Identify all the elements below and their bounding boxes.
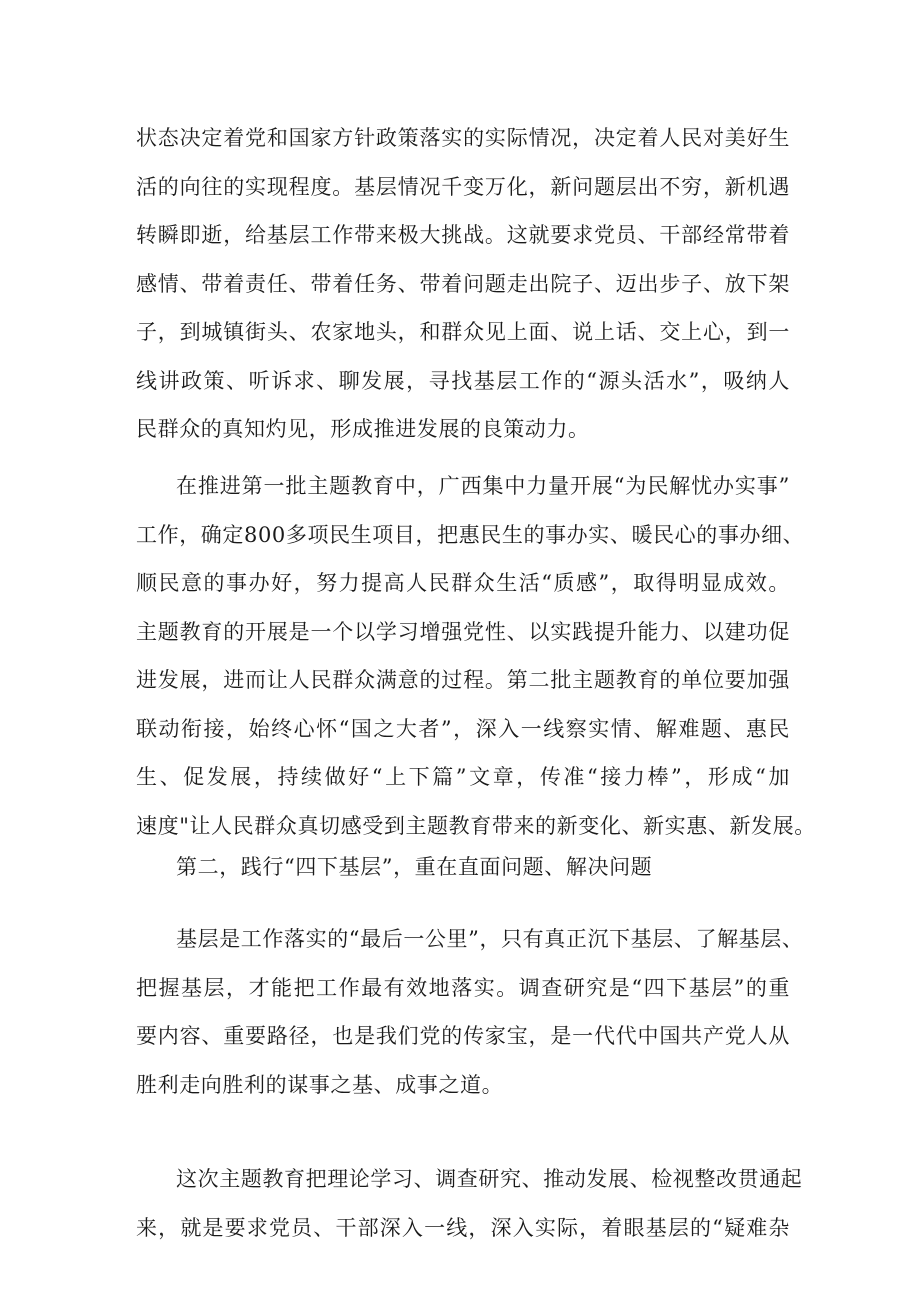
paragraph-line: 工作，确定800多项民生项目，把惠民生的事办实、暖民心的事办细、 (136, 522, 805, 547)
paragraph-2 (136, 462, 816, 892)
paragraph-line: 基层是工作落实的“最后一公里”，只有真正沉下基层、了解基层、 (176, 927, 804, 951)
paragraph-line: 主题教育的开展是一个以学习增强党性、以实践提升能力、以建功促 (136, 619, 790, 644)
paragraph-line: 线讲政策、听诉求、聊发展，寻找基层工作的“源头活水”，吸纳人 (136, 368, 790, 393)
paragraph-4 (136, 1155, 803, 1252)
paragraph-line: 在推进第一批主题教育中，广西集中力量开展“为民解忧办实事” (176, 474, 790, 498)
paragraph-line: 生、促发展，持续做好“上下篇”文章，传准“接力棒”，形成“加 (136, 765, 790, 789)
paragraph-line: 转瞬即逝，给基层工作带来极大挑战。这就要求党员、干部经常带着 (136, 223, 790, 247)
paragraph-line: 进发展，进而让人民群众满意的过程。第二批主题教育的单位要加强 (136, 668, 790, 692)
paragraph-line: 胜利走向胜利的谋事之基、成事之道。 (136, 1072, 504, 1097)
paragraph-line: 把握基层，才能把工作最有效地落实。调查研究是“四下基层”的重 (136, 975, 790, 1000)
paragraph-line: 状态决定着党和国家方针政策落实的实际情况，决定着人民对美好生 (136, 126, 790, 150)
paragraph-line: 民群众的真知灼见，形成推进发展的良策动力。 (136, 417, 590, 441)
paragraph-line: 感情、带着责任、带着任务、带着问题走出院子、迈出步子、放下架 (136, 271, 790, 296)
paragraph-3 (136, 915, 804, 1109)
paragraph-line: 来，就是要求党员、干部深入一线，深入实际，着眼基层的“疑难杂 (136, 1215, 790, 1240)
paragraph-line: 顺民意的事办好，努力提高人民群众生活“质感”，取得明显成效。 (136, 571, 790, 595)
paragraph-line: 联动衔接，始终心怀“国之大者”，深入一线察实情、解难题、惠民 (136, 716, 790, 741)
paragraph-line: 这次主题教育把理论学习、调查研究、推动发展、检视整改贯通起 (176, 1167, 803, 1191)
paragraph-line: 速度"让人民群众真切感受到主题教育带来的新变化、新实惠、新发展。 (136, 813, 816, 838)
paragraph-1 (136, 114, 790, 454)
paragraph-line: 要内容、重要路径，也是我们党的传家宝，是一代代中国共产党人从 (136, 1024, 790, 1048)
paragraph-line: 活的向往的实现程度。基层情况千变万化，新问题层出不穷，新机遇 (136, 174, 790, 199)
section-heading: 第二，践行“四下基层”，重在直面问题、解决问题 (176, 855, 653, 879)
paragraph-line: 子，到城镇街头、农家地头，和群众见上面、说上话、交上心，到一 (136, 320, 790, 344)
